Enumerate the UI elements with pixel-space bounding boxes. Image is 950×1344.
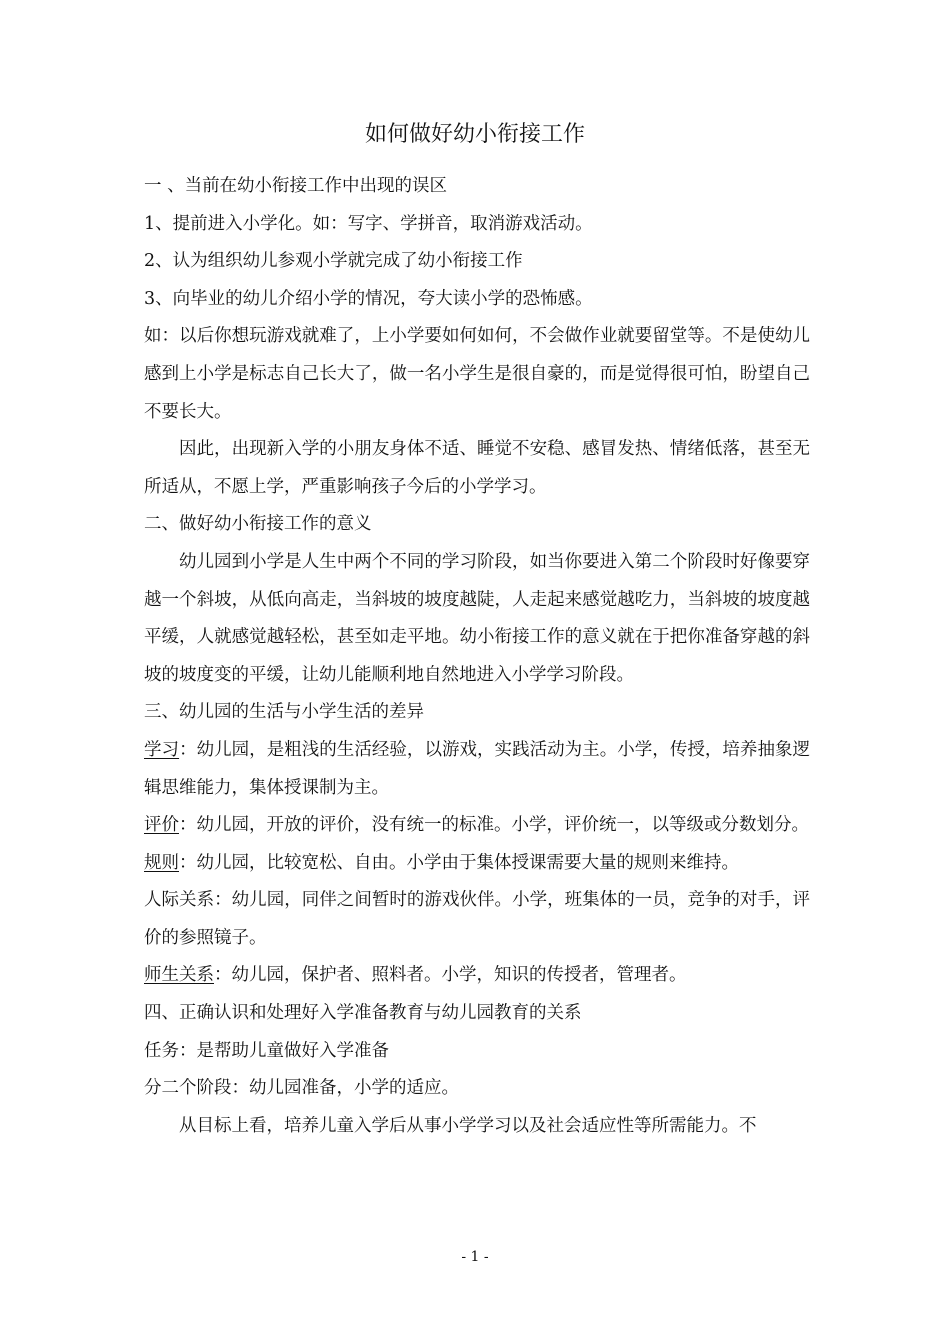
section-2-heading: 二、做好幼小衔接工作的意义 [144,514,372,535]
section-3-evaluation [144,807,810,845]
teacher-student-label: 师生关系 [144,965,214,986]
evaluation-text: ：幼儿园，开放的评价，没有统一的标准。小学，评价统一，以等级或分数划分。 [179,815,809,836]
study-text: ：幼儿园，是粗浅的生活经验，以游戏，实践活动为主。小学，传授，培养抽象逻辑思维能力，集体授课制为主。 [144,739,811,798]
section-2-body: 幼儿园到小学是人生中两个不同的学习阶段，如当你要进入第二个阶段时好像要穿越一个斜坡，从低向高走，当斜坡的坡度越陡，人走起来感觉越吃力，当斜坡的坡度越平缓，人就感觉越轻松，甚至如走平地。幼小衔接工作的意义就在于把你准备穿越的斜坡的坡度变的平缓，让幼儿能顺利地自然地进入小学学习阶段。 [144,551,810,685]
document-title: 如何做好幼小衔接工作 [364,122,585,147]
section-1-item-2: 2、认为组织幼儿参观小学就完成了幼小衔接工作 [144,251,523,272]
section-1-consequence: 因此，出现新入学的小朋友身体不适、睡觉不安稳、感冒发热、情绪低落，甚至无所适从，不愿上学，严重影响孩子今后的小学学习。 [144,439,810,497]
section-3-study [144,732,810,807]
section-1-heading: 一 、当前在幼小衔接工作中出现的误区 [144,176,448,196]
teacher-student-text: ：幼儿园，保护者、照料者。小学，知识的传授者，管理者。 [214,965,687,986]
section-3-relations: 人际关系：幼儿园，同伴之间暂时的游戏伙伴。小学，班集体的一员，竞争的对手，评价的参照镜子。 [144,890,810,948]
section-4-stages: 分二个阶段：幼儿园准备，小学的适应。 [144,1078,459,1099]
document-body [144,168,810,1145]
study-label: 学习 [144,739,180,760]
section-1-item-1: 1、提前进入小学化。如：写字、学拼音，取消游戏活动。 [144,213,593,234]
section-1-example: 如：以后你想玩游戏就难了，上小学要如何如何，不会做作业就要留堂等。不是使幼儿感到上小学是标志自己长大了，做一名小学生是很自豪的，而是觉得很可怕，盼望自己不要长大。 [144,326,810,422]
rules-text: ：幼儿园，比较宽松、自由。小学由于集体授课需要大量的规则来维持。 [179,852,739,873]
section-3-rules [144,845,810,883]
page-number: - 1 - [461,1249,489,1265]
section-4-heading: 四、正确认识和处理好入学准备教育与幼儿园教育的关系 [144,1003,582,1024]
section-4-task: 任务：是帮助儿童做好入学准备 [144,1040,389,1061]
section-3-teacher-student [144,957,810,995]
evaluation-label: 评价 [144,815,179,836]
section-3-heading: 三、幼儿园的生活与小学生活的差异 [144,702,424,723]
section-1-item-3: 3、向毕业的幼儿介绍小学的情况，夸大读小学的恐怖感。 [144,288,593,309]
rules-label: 规则 [144,852,179,873]
section-4-goal: 从目标上看，培养儿童入学后从事小学学习以及社会适应性等所需能力。不 [179,1115,757,1136]
